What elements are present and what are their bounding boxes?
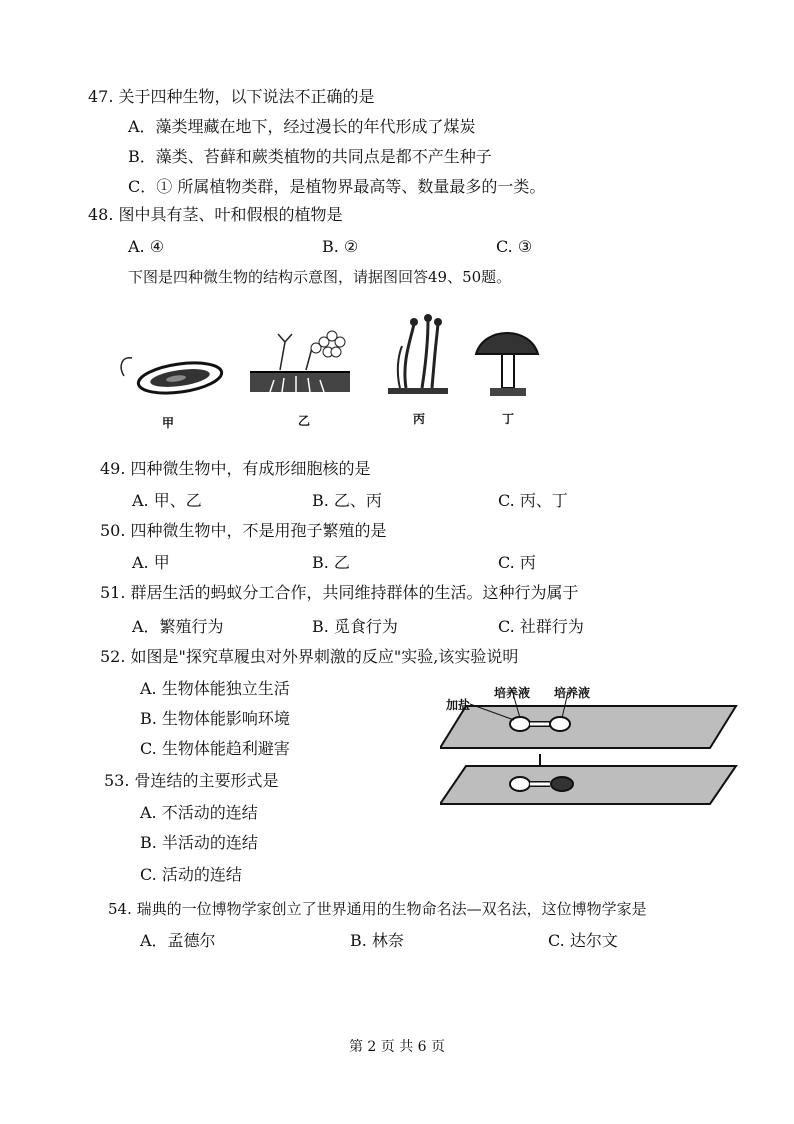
q50-option-b[interactable]: B. 乙 (312, 553, 350, 572)
q52-option-b[interactable]: B. 生物体能影响环境 (140, 709, 290, 728)
q54-option-c[interactable]: C. 达尔文 (548, 931, 618, 950)
question-number: 54. (108, 900, 132, 918)
microbe-label-jia: 甲 (162, 416, 175, 430)
question-48 (88, 204, 343, 226)
intro-49-50: 下图是四种微生物的结构示意图，请据图回答49、50题。 (128, 268, 512, 286)
q48-option-a[interactable]: A. ④ (128, 237, 165, 256)
question-number: 52. (100, 647, 126, 666)
microbe-label-bing: 丙 (413, 412, 426, 426)
q48-option-c[interactable]: C. ③ (496, 237, 533, 256)
culture-label-left: 培养液 (494, 686, 531, 700)
question-number: 47. (88, 87, 114, 106)
q50-option-a[interactable]: A. 甲 (132, 553, 170, 572)
salt-label: 加盐 (446, 698, 471, 712)
q48-option-b[interactable]: B. ② (322, 237, 359, 256)
question-49 (100, 458, 371, 480)
question-47 (88, 86, 375, 108)
mushroom-illustration (476, 333, 538, 396)
question-stem: 图中具有茎、叶和假根的植物是 (118, 205, 343, 224)
q52-option-c[interactable]: C. 生物体能趋利避害 (140, 739, 290, 758)
q53-option-b[interactable]: B. 半活动的连结 (140, 833, 258, 852)
q47-option-c[interactable]: C．① 所属植物类群，是植物界最高等、数量最多的一类。 (128, 177, 546, 196)
bacterium-illustration (121, 358, 223, 398)
q53-option-a[interactable]: A. 不活动的连结 (140, 803, 258, 822)
penicillium-illustration (388, 314, 448, 394)
q54-option-a[interactable]: A．孟德尔 (140, 931, 216, 950)
question-54 (108, 898, 647, 920)
question-number: 48. (88, 205, 114, 224)
mold-illustration (250, 331, 350, 392)
question-51 (100, 582, 579, 604)
q50-option-c[interactable]: C. 丙 (498, 553, 536, 572)
microbe-label-yi: 乙 (298, 414, 311, 428)
question-stem: 瑞典的一位博物学家创立了世界通用的生物命名法—双名法，这位博物学家是 (136, 900, 647, 918)
microbe-label-ding: 丁 (502, 412, 515, 426)
question-stem: 关于四种生物，以下说法不正确的是 (118, 87, 375, 106)
culture-label-right: 培养液 (554, 686, 591, 700)
question-number: 51. (100, 583, 126, 602)
question-number: 53. (104, 771, 130, 790)
question-number: 50. (100, 521, 126, 540)
q53-option-c[interactable]: C. 活动的连结 (140, 865, 242, 884)
question-stem: 骨连结的主要形式是 (134, 771, 279, 790)
q49-option-a[interactable]: A. 甲、乙 (132, 491, 202, 510)
page-footer: 第 2 页 共 6 页 (348, 1039, 446, 1055)
question-stem: 如图是"探究草履虫对外界刺激的反应"实验,该实验说明 (130, 647, 519, 666)
q49-option-c[interactable]: C. 丙、丁 (498, 491, 568, 510)
question-52 (100, 646, 518, 668)
q47-option-a[interactable]: A．藻类埋藏在地下，经过漫长的年代形成了煤炭 (128, 117, 476, 136)
microbes-figure (110, 312, 540, 412)
q51-option-c[interactable]: C. 社群行为 (498, 617, 584, 636)
q51-option-b[interactable]: B. 觅食行为 (312, 617, 398, 636)
question-50 (100, 520, 387, 542)
question-number: 49. (100, 459, 126, 478)
question-stem: 群居生活的蚂蚁分工合作，共同维持群体的生活。这种行为属于 (130, 583, 579, 602)
question-stem: 四种微生物中，不是用孢子繁殖的是 (130, 521, 387, 540)
q52-option-a[interactable]: A. 生物体能独立生活 (140, 679, 290, 698)
q47-option-b[interactable]: B．藻类、苔藓和蕨类植物的共同点是都不产生种子 (128, 147, 492, 166)
q49-option-b[interactable]: B. 乙、丙 (312, 491, 382, 510)
q51-option-a[interactable]: A．繁殖行为 (132, 617, 224, 636)
question-stem: 四种微生物中，有成形细胞核的是 (130, 459, 371, 478)
question-53 (104, 770, 279, 792)
q54-option-b[interactable]: B. 林奈 (350, 931, 404, 950)
